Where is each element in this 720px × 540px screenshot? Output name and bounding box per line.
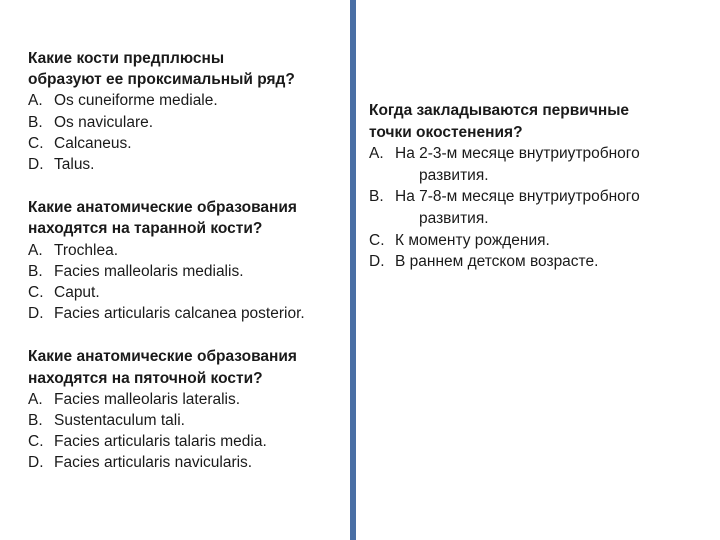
question-text-line: Какие анатомические образования [28,199,297,217]
answer-option [369,143,709,186]
option-text-line: На 7-8-м месяце внутриутробного [395,188,640,206]
question-text-line: точки окостенения? [369,123,523,141]
option-text: Caput. [54,284,100,302]
option-letter: B. [28,262,43,280]
answer-option [28,112,346,133]
question-text-line: находятся на пяточной кости? [28,369,263,387]
option-letter: A. [28,241,43,259]
question-block-3 [28,346,346,473]
option-text: К моменту рождения. [395,231,550,249]
answer-option [28,303,346,324]
question-block-4 [369,100,709,273]
answer-option [28,431,346,452]
option-text: Facies articularis calcanea posterior. [54,305,305,323]
option-text: Facies articularis navicularis. [54,454,253,472]
option-text [395,143,709,186]
question-text-line: Какие кости предплюсны [28,50,225,67]
answer-option [28,154,346,175]
option-letter: B. [369,188,384,206]
option-letter: D. [28,156,44,174]
column-divider [350,0,356,540]
question-text-line: Когда закладываются первичные [369,102,630,119]
left-column [28,48,346,474]
option-letter: C. [28,284,44,302]
answer-option [369,186,709,229]
option-text: Facies malleolaris medialis. [54,262,244,280]
option-text: Os naviculare. [54,113,154,131]
option-text-line: На 2-3-м месяце внутриутробного [395,145,640,163]
option-text: Facies malleolaris lateralis. [54,390,241,408]
option-letter: A. [28,92,43,110]
option-text-continuation: развития. [419,209,489,227]
question-text-line: находятся на таранной кости? [28,220,263,238]
answer-option [28,133,346,154]
answer-option [28,261,346,282]
option-letter: C. [369,231,385,249]
question-text-line: Какие анатомические образования [28,348,297,366]
option-letter: A. [28,390,43,408]
option-text: Trochlea. [54,241,119,259]
option-letter: B. [28,412,43,430]
right-column [369,100,709,273]
question-block-2 [28,197,346,324]
option-letter: C. [28,134,44,152]
answer-option [28,282,346,303]
option-text: Calcaneus. [54,134,132,152]
option-text [395,186,709,229]
option-letter: D. [28,454,44,472]
answer-option [28,389,346,410]
option-text: Sustentaculum tali. [54,412,185,430]
option-letter: C. [28,433,44,451]
answer-option [28,452,346,473]
option-letter: D. [369,253,385,271]
answer-option [28,240,346,261]
option-letter: B. [28,113,43,131]
answer-option [28,410,346,431]
option-letter: A. [369,145,384,163]
question-text-line: образуют ее проксимальный ряд? [28,71,295,89]
answer-option [369,251,709,273]
option-text: Os cuneiforme mediale. [54,92,218,110]
option-letter: D. [28,305,44,323]
option-text: Talus. [54,156,95,174]
answer-option [369,230,709,252]
answer-option [28,90,346,111]
option-text: Facies articularis talaris media. [54,433,267,451]
question-block-1 [28,48,346,175]
option-text-continuation: развития. [419,166,489,184]
option-text: В раннем детском возрасте. [395,253,599,271]
